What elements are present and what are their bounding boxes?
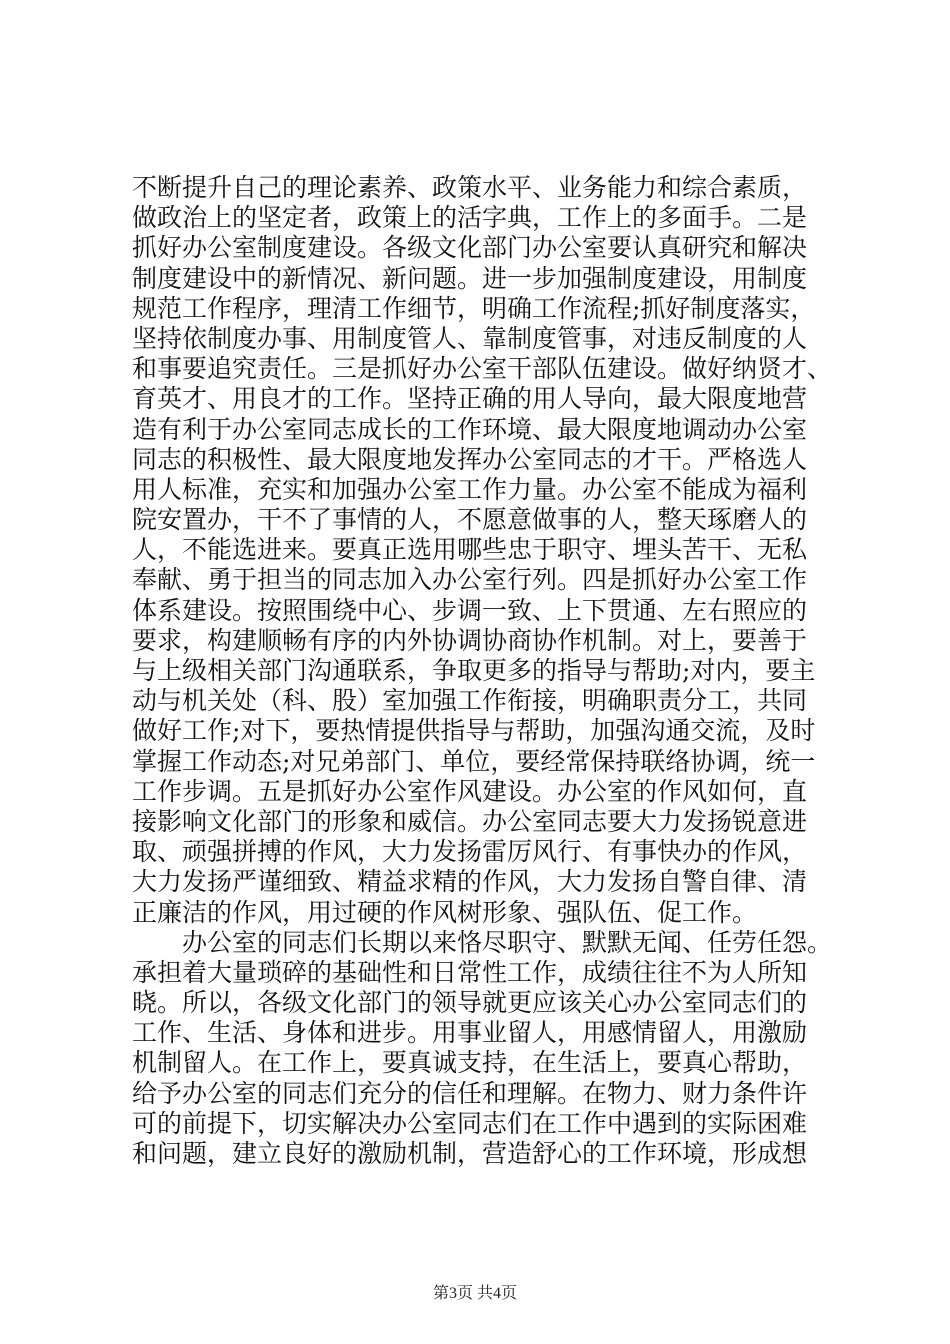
text-line: 工作步调。五是抓好办公室作风建设。办公室的作风如何，直 [132, 776, 808, 806]
text-line: 做好工作;对下，要热情提供指导与帮助，加强沟通交流，及时 [132, 716, 816, 746]
text-line: 可的前提下，切实解决办公室同志们在工作中遇到的实际困难 [132, 1108, 808, 1138]
text-line: 同志的积极性、最大限度地发挥办公室同志的才干。严格选人 [132, 444, 808, 474]
text-line: 接影响文化部门的形象和威信。办公室同志要大力发扬锐意进 [132, 806, 808, 836]
text-line: 制度建设中的新情况、新问题。进一步加强制度建设，用制度 [132, 263, 808, 293]
text-line: 奉献、勇于担当的同志加入办公室行列。四是抓好办公室工作 [132, 565, 808, 595]
text-line: 大力发扬严谨细致、精益求精的作风，大力发扬自警自律、清 [132, 867, 808, 897]
text-line: 掌握工作动态;对兄弟部门、单位，要经常保持联络协调，统一 [132, 746, 816, 776]
text-line: 院安置办，干不了事情的人，不愿意做事的人，整天琢磨人的 [132, 505, 808, 535]
text-line: 用人标准，充实和加强办公室工作力量。办公室不能成为福利 [132, 474, 808, 504]
body-text [132, 173, 832, 1169]
text-line: 造有利于办公室同志成长的工作环境、最大限度地调动办公室 [132, 414, 808, 444]
text-line: 正廉洁的作风，用过硬的作风树形象、强队伍、促工作。 [132, 897, 758, 927]
text-line: 做政治上的坚定者，政策上的活字典，工作上的多面手。二是 [132, 203, 808, 233]
page-number-footer: 第3页 共4页 [432, 1285, 517, 1302]
text-line: 规范工作程序，理清工作细节，明确工作流程;抓好制度落实， [132, 293, 816, 323]
text-line: 和问题，建立良好的激励机制，营造舒心的工作环境，形成想 [132, 1139, 808, 1168]
text-line: 晓。所以，各级文化部门的领导就更应该关心办公室同志们的 [132, 988, 808, 1018]
text-line: 给予办公室的同志们充分的信任和理解。在物力、财力条件许 [132, 1078, 808, 1108]
text-line: 与上级相关部门沟通联系，争取更多的指导与帮助;对内，要主 [132, 656, 816, 685]
text-line: 育英才、用良才的工作。坚持正确的用人导向，最大限度地营 [132, 384, 808, 414]
text-line: 坚持依制度办事、用制度管人、靠制度管事，对违反制度的人 [132, 323, 808, 353]
text-line: 取、顽强拼搏的作风，大力发扬雷厉风行、有事快办的作风， [132, 837, 808, 867]
paragraph-start-line: 办公室的同志们长期以来恪尽职守、默默无闻、任劳任怨。 [182, 927, 832, 957]
text-line: 不断提升自己的理论素养、政策水平、业务能力和综合素质， [132, 173, 808, 202]
text-line: 机制留人。在工作上，要真诚支持，在生活上，要真心帮助， [132, 1048, 808, 1078]
text-line: 和事要追究责任。三是抓好办公室干部队伍建设。做好纳贤才、 [132, 354, 832, 384]
text-line: 要求，构建顺畅有序的内外协调协商协作机制。对上，要善于 [132, 625, 808, 655]
text-line: 工作、生活、身体和进步。用事业留人，用感情留人，用激励 [132, 1018, 808, 1048]
text-line: 体系建设。按照围绕中心、步调一致、上下贯通、左右照应的 [132, 595, 808, 625]
text-line: 人，不能选进来。要真正选用哪些忠于职守、埋头苦干、无私 [132, 535, 808, 565]
text-line: 动与机关处（科、股）室加强工作衔接，明确职责分工，共同 [132, 686, 808, 716]
text-line: 抓好办公室制度建设。各级文化部门办公室要认真研究和解决 [132, 233, 808, 263]
text-line: 承担着大量琐碎的基础性和日常性工作，成绩往往不为人所知 [132, 957, 808, 987]
